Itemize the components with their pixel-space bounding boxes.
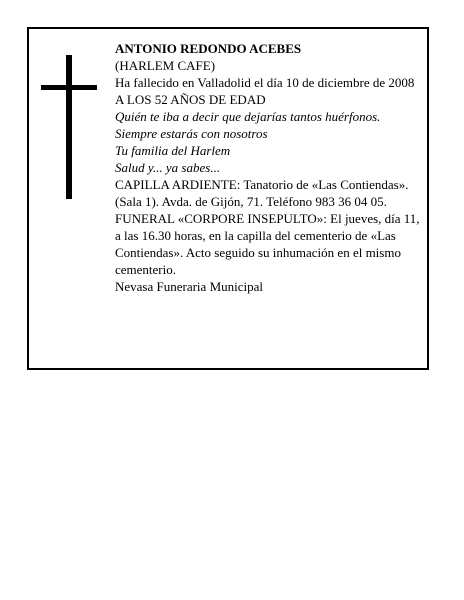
age-at-death: A LOS 52 AÑOS DE EDAD <box>115 92 266 107</box>
cross-vertical-bar <box>66 55 72 199</box>
deceased-name: ANTONIO REDONDO ACEBES <box>115 41 302 56</box>
obituary-notice <box>27 27 429 370</box>
obituary-text <box>115 40 427 295</box>
chapel-details: CAPILLA ARDIENTE: Tanatorio de «Las Contiendas». (Sala 1). Avda. de Gijón, 71. Teléfono 983 36 04 05. <box>115 177 409 209</box>
epitaph-line-4: Salud y... ya sabes... <box>115 160 221 175</box>
epitaph-line-3: Tu familia del Harlem <box>115 143 231 158</box>
epitaph-line-1: Quién te iba a decir que dejarías tantos huérfonos. <box>115 109 381 124</box>
cross-icon <box>41 55 97 199</box>
funeral-home: Nevasa Funeraria Municipal <box>115 279 264 294</box>
funeral-details: FUNERAL «CORPORE INSEPULTO»: El jueves, día 11, a las 16.30 horas, en la capilla del cementerio de «Las Contiendas». Acto seguido su inhumación en el mismo cementerio. <box>115 211 420 277</box>
deceased-nickname: (HARLEM CAFE) <box>115 58 216 73</box>
cross-horizontal-bar <box>41 85 97 90</box>
death-statement: Ha fallecido en Valladolid el día 10 de diciembre de 2008 <box>115 75 415 90</box>
epitaph-line-2: Siempre estarás con nosotros <box>115 126 268 141</box>
